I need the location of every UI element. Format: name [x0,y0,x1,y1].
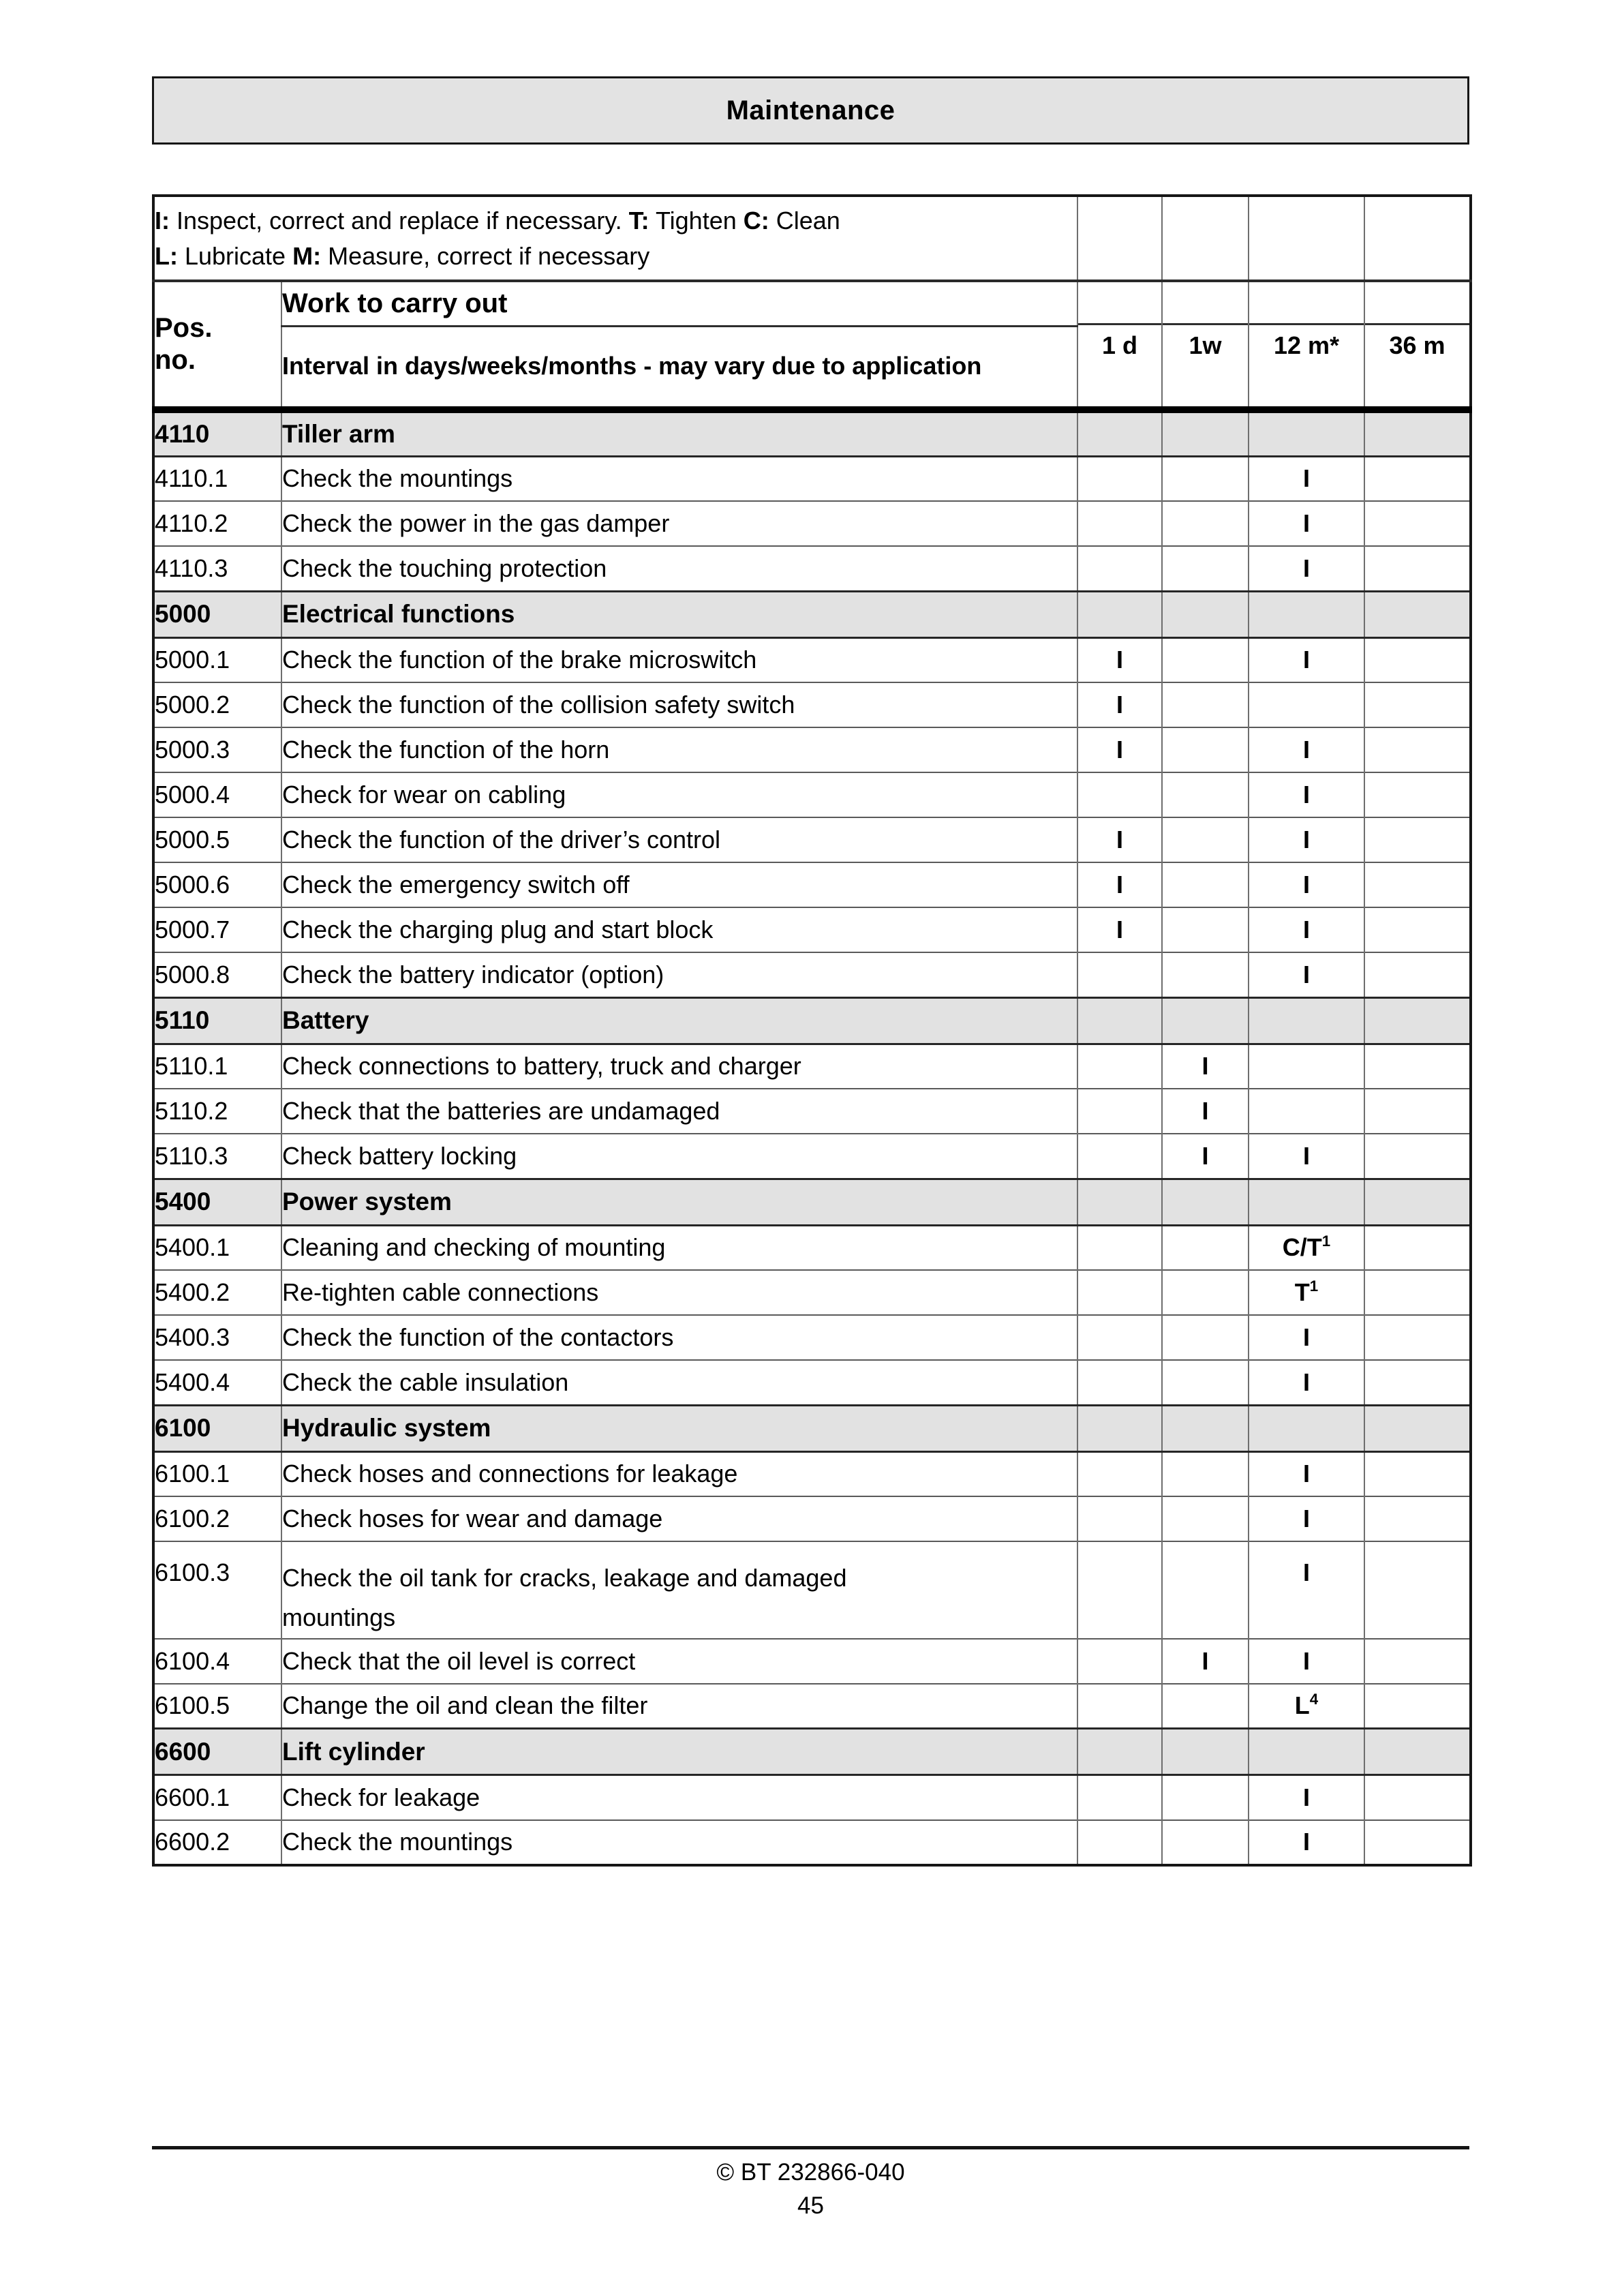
mark-cell-1w: I [1162,1044,1249,1089]
mark-cell-1w [1162,637,1249,682]
work-cell [281,1270,1077,1315]
pos-cell: 6600.1 [153,1775,281,1820]
interval-col-label-36m: 36 m [1365,323,1469,366]
mark-cell-1d [1077,1134,1162,1179]
section-row [153,591,1471,637]
work-cell [281,997,1077,1044]
mark-cell-1w [1162,1405,1249,1451]
mark-cell-12m: I [1249,862,1364,907]
mark-cell-1d: I [1077,817,1162,862]
mark-cell-1d [1077,1405,1162,1451]
mark-cell-1w [1162,1820,1249,1865]
mark-cell-1w [1162,1496,1249,1541]
work-text: Check the charging plug and start block [282,916,714,943]
item-row [153,546,1471,591]
work-text: Tiller arm [282,419,395,448]
legend-empty-cell-1w [1162,196,1249,281]
header-row-work [153,281,1471,326]
mark-cell-36m [1364,410,1471,456]
pos-cell: 4110.3 [153,546,281,591]
work-text: Hydraulic system [282,1414,491,1442]
mark-cell-36m [1364,772,1471,817]
item-row [153,817,1471,862]
section-row [153,1405,1471,1451]
mark-cell-12m [1249,1405,1364,1451]
work-text: Check that the batteries are undamaged [282,1097,720,1125]
mark-cell-1d [1077,1775,1162,1820]
mark-cell-1w [1162,1684,1249,1729]
mark-cell-12m: I [1249,1496,1364,1541]
mark-cell-12m [1249,591,1364,637]
page-title-text: Maintenance [726,95,896,125]
mark-cell-1d: I [1077,862,1162,907]
legend-text [153,196,1077,281]
pos-cell: 5000.7 [153,907,281,952]
work-cell [281,1775,1077,1820]
mark-cell-1w: I [1162,1639,1249,1684]
mark-cell-1d [1077,456,1162,501]
work-cell [281,1134,1077,1179]
mark-cell-1d [1077,997,1162,1044]
mark-cell-12m: I [1249,907,1364,952]
item-row [153,772,1471,817]
pos-cell: 5400.4 [153,1360,281,1405]
pos-header-line1: Pos. [155,312,213,343]
pos-cell: 5000.6 [153,862,281,907]
mark-cell-12m: $L^4$ [1249,1684,1364,1729]
mark-cell-12m: I [1249,501,1364,546]
mark-cell-36m [1364,907,1471,952]
work-cell [281,682,1077,727]
mark-cell-1d: I [1077,637,1162,682]
work-cell [281,907,1077,952]
mark-cell-1w [1162,727,1249,772]
mark-cell-12m [1249,1044,1364,1089]
work-text: Change the oil and clean the filter [282,1691,648,1720]
mark-cell-1d [1077,1541,1162,1639]
mark-cell-12m: I [1249,727,1364,772]
work-text: Battery [282,1006,369,1034]
work-cell [281,1729,1077,1775]
mark-cell-12m: I [1249,456,1364,501]
mark-cell-1d [1077,501,1162,546]
work-text: Check the function of the collision safety switch [282,691,795,719]
mark-cell-12m: I [1249,1360,1364,1405]
mark-cell-36m [1364,1270,1471,1315]
item-row [153,1315,1471,1360]
work-cell [281,1360,1077,1405]
mark-cell-1w [1162,456,1249,501]
item-row [153,1134,1471,1179]
mark-cell-36m [1364,862,1471,907]
mark-cell-1d [1077,1684,1162,1729]
mark-cell-12m [1249,682,1364,727]
interval-col-header-12m [1249,281,1364,410]
mark-cell-1d [1077,772,1162,817]
item-row [153,1541,1471,1639]
work-text: Check the emergency switch off [282,871,630,898]
mark-cell-12m: I [1249,1134,1364,1179]
mark-cell-36m [1364,591,1471,637]
item-row [153,1044,1471,1089]
interval-col-header-36m [1364,281,1471,410]
mark-cell-36m [1364,1179,1471,1225]
footer-rule [152,2146,1469,2149]
mark-cell-1d [1077,1044,1162,1089]
pos-cell: 5000.5 [153,817,281,862]
mark-cell-1d: I [1077,727,1162,772]
work-cell [281,501,1077,546]
item-row [153,1684,1471,1729]
mark-cell-1w [1162,1541,1249,1639]
mark-cell-1d [1077,1225,1162,1270]
mark-cell-36m [1364,456,1471,501]
section-row [153,410,1471,456]
mark-cell-12m: I [1249,817,1364,862]
pos-cell: 6100.5 [153,1684,281,1729]
mark-cell-12m [1249,997,1364,1044]
work-text: Re-tighten cable connections [282,1278,599,1306]
page-footer [152,2146,1469,2220]
work-text: Check hoses and connections for leakage [282,1460,738,1488]
legend-empty-cell-36m [1364,196,1471,281]
legend-empty-cell-12m [1249,196,1364,281]
work-text: Electrical functions [282,600,515,628]
work-cell [281,1820,1077,1865]
work-cell [281,1541,1077,1639]
footer-document-code: © BT 232866-040 [716,2159,905,2186]
mark-cell-36m [1364,1541,1471,1639]
work-cell [281,1496,1077,1541]
mark-cell-12m: $T^1$ [1249,1270,1364,1315]
work-cell [281,772,1077,817]
mark-cell-36m [1364,1496,1471,1541]
mark-cell-12m: I [1249,1541,1364,1639]
mark-cell-1d: I [1077,907,1162,952]
mark-cell-1d [1077,1360,1162,1405]
mark-cell-1w [1162,952,1249,997]
section-row [153,997,1471,1044]
work-text: Check that the oil level is correct [282,1646,636,1675]
mark-cell-12m: I [1249,1639,1364,1684]
mark-cell-36m [1364,997,1471,1044]
work-text: Check connections to battery, truck and charger [282,1052,801,1081]
interval-col-label-12m: 12 m* [1249,323,1364,366]
work-cell [281,862,1077,907]
mark-cell-12m [1249,1729,1364,1775]
work-text: Check the power in the gas damper [282,509,670,537]
mark-cell-1w [1162,546,1249,591]
mark-cell-12m: I [1249,1451,1364,1496]
pos-cell: 5110.2 [153,1089,281,1134]
mark-cell-36m [1364,1134,1471,1179]
pos-cell: 6600.2 [153,1820,281,1865]
item-row [153,1775,1471,1820]
legend-line-2: L: Lubricate M: Measure, correct if necessary [155,241,650,270]
work-cell [281,1639,1077,1684]
work-text: Check hoses for wear and damage [282,1505,663,1532]
item-row [153,862,1471,907]
work-cell [281,727,1077,772]
mark-cell-12m [1249,410,1364,456]
maintenance-rows [153,410,1471,1865]
mark-cell-1w [1162,501,1249,546]
mark-cell-1w [1162,1775,1249,1820]
work-cell [281,952,1077,997]
pos-cell: 5000.2 [153,682,281,727]
mark-cell-12m: I [1249,772,1364,817]
work-cell [281,1044,1077,1089]
mark-cell-1d [1077,1729,1162,1775]
mark-cell-36m [1364,1360,1471,1405]
mark-cell-36m [1364,1729,1471,1775]
mark-cell-12m: I [1249,546,1364,591]
mark-cell-1w: I [1162,1134,1249,1179]
pos-no-header [153,281,281,410]
mark-cell-36m [1364,546,1471,591]
mark-cell-1w [1162,1179,1249,1225]
legend-row [153,196,1471,281]
work-text: Power system [282,1188,452,1215]
pos-cell: 4110 [153,410,281,456]
item-row [153,501,1471,546]
mark-cell-1d [1077,1179,1162,1225]
mark-cell-12m [1249,1179,1364,1225]
pos-cell: 5110.3 [153,1134,281,1179]
mark-cell-12m: I [1249,1775,1364,1820]
work-cell [281,1684,1077,1729]
mark-cell-36m [1364,501,1471,546]
footer-page-number: 45 [797,2192,824,2219]
work-cell [281,410,1077,456]
mark-cell-1w [1162,772,1249,817]
work-text: Cleaning and checking of mounting [282,1233,666,1262]
work-text: Check the function of the brake microswitch [282,646,757,674]
item-row [153,637,1471,682]
pos-cell: 5000.1 [153,637,281,682]
mark-cell-1w [1162,591,1249,637]
mark-cell-1d [1077,1639,1162,1684]
item-row [153,907,1471,952]
mark-cell-1w [1162,907,1249,952]
interval-header-text: Interval in days/weeks/months - may vary due to application [282,352,982,380]
pos-cell: 6600 [153,1729,281,1775]
mark-cell-1d [1077,410,1162,456]
item-row [153,1360,1471,1405]
work-cell [281,1179,1077,1225]
work-text: Check battery locking [282,1141,517,1170]
work-text: Check the function of the horn [282,736,610,764]
interval-header [281,326,1077,410]
work-text: Check the mountings [282,464,513,493]
mark-cell-12m: I [1249,1315,1364,1360]
mark-cell-36m [1364,817,1471,862]
mark-cell-12m: I [1249,952,1364,997]
item-row [153,1820,1471,1865]
mark-cell-12m: $C/T^1$ [1249,1225,1364,1270]
item-row [153,1270,1471,1315]
mark-cell-36m [1364,1315,1471,1360]
mark-cell-1d [1077,1496,1162,1541]
mark-cell-1w [1162,1270,1249,1315]
pos-cell: 5000.3 [153,727,281,772]
interval-col-label-1w: 1w [1163,323,1248,366]
interval-col-label-1d: 1 d [1078,323,1161,366]
interval-col-header-1d [1077,281,1162,410]
work-to-carry-out-header: Work to carry out [281,281,1077,326]
mark-cell-1w [1162,1729,1249,1775]
mark-cell-1w: I [1162,1089,1249,1134]
pos-cell: 6100.2 [153,1496,281,1541]
mark-cell-36m [1364,1405,1471,1451]
work-cell [281,591,1077,637]
legend-line-1: I: Inspect, correct and replace if necessary. T: Tighten C: Clean [155,207,840,235]
mark-cell-1w [1162,817,1249,862]
item-row [153,952,1471,997]
mark-cell-1d [1077,1270,1162,1315]
mark-cell-36m [1364,1225,1471,1270]
work-text: Check the function of the contactors [282,1323,674,1351]
work-cell [281,546,1077,591]
pos-cell: 5110.1 [153,1044,281,1089]
mark-cell-36m [1364,1775,1471,1820]
mark-cell-36m [1364,1639,1471,1684]
mark-cell-36m [1364,1820,1471,1865]
pos-header-line2: no. [155,345,196,375]
mark-cell-1w [1162,1225,1249,1270]
mark-cell-1d [1077,1451,1162,1496]
pos-cell: 5400.3 [153,1315,281,1360]
pos-cell: 6100.4 [153,1639,281,1684]
pos-cell: 6100.3 [153,1541,281,1639]
mark-cell-1w [1162,1315,1249,1360]
mark-cell-1d [1077,1089,1162,1134]
mark-cell-1d [1077,1315,1162,1360]
pos-cell: 5000.4 [153,772,281,817]
pos-cell: 6100 [153,1405,281,1451]
mark-cell-1d [1077,1820,1162,1865]
section-row [153,1179,1471,1225]
pos-cell: 6100.1 [153,1451,281,1496]
item-row [153,1225,1471,1270]
item-row [153,456,1471,501]
mark-cell-12m: I [1249,1820,1364,1865]
work-text: Check the function of the driver’s control [282,826,721,854]
work-cell [281,1451,1077,1496]
mark-cell-1w [1162,997,1249,1044]
item-row [153,682,1471,727]
work-text: Check for wear on cabling [282,781,566,809]
mark-cell-1w [1162,410,1249,456]
mark-cell-1d: I [1077,682,1162,727]
item-row [153,1451,1471,1496]
pos-cell: 4110.2 [153,501,281,546]
work-cell [281,1089,1077,1134]
pos-cell: 5000.8 [153,952,281,997]
mark-cell-1w [1162,1451,1249,1496]
maintenance-table [152,194,1472,1867]
mark-cell-12m: I [1249,637,1364,682]
page-title [152,76,1469,145]
mark-cell-12m [1249,1089,1364,1134]
work-cell [281,1405,1077,1451]
item-row [153,727,1471,772]
mark-cell-1w [1162,862,1249,907]
legend-empty-cell-1d [1077,196,1162,281]
section-row [153,1729,1471,1775]
mark-cell-36m [1364,1451,1471,1496]
item-row [153,1496,1471,1541]
mark-cell-1w [1162,682,1249,727]
mark-cell-36m [1364,1684,1471,1729]
mark-cell-36m [1364,637,1471,682]
pos-cell: 5400 [153,1179,281,1225]
mark-cell-36m [1364,727,1471,772]
work-cell [281,1315,1077,1360]
work-text: Check the battery indicator (option) [282,960,664,988]
mark-cell-36m [1364,1044,1471,1089]
mark-cell-1d [1077,591,1162,637]
pos-cell: 5400.2 [153,1270,281,1315]
mark-cell-1d [1077,546,1162,591]
work-text: Check the mountings [282,1828,513,1856]
item-row [153,1639,1471,1684]
pos-cell: 5110 [153,997,281,1044]
mark-cell-36m [1364,682,1471,727]
mark-cell-36m [1364,952,1471,997]
pos-cell: 5400.1 [153,1225,281,1270]
work-text: Check the touching protection [282,554,607,582]
work-cell [281,456,1077,501]
work-cell [281,817,1077,862]
work-text: Lift cylinder [282,1737,425,1766]
work-text: Check for leakage [282,1783,480,1811]
mark-cell-1d [1077,952,1162,997]
work-text: Check the oil tank for cracks, leakage and damaged mountings [282,1564,847,1632]
work-cell [281,637,1077,682]
interval-col-header-1w [1162,281,1249,410]
item-row [153,1089,1471,1134]
pos-cell: 4110.1 [153,456,281,501]
mark-cell-36m [1364,1089,1471,1134]
mark-cell-1w [1162,1360,1249,1405]
pos-cell: 5000 [153,591,281,637]
work-cell [281,1225,1077,1270]
work-text: Check the cable insulation [282,1368,569,1396]
